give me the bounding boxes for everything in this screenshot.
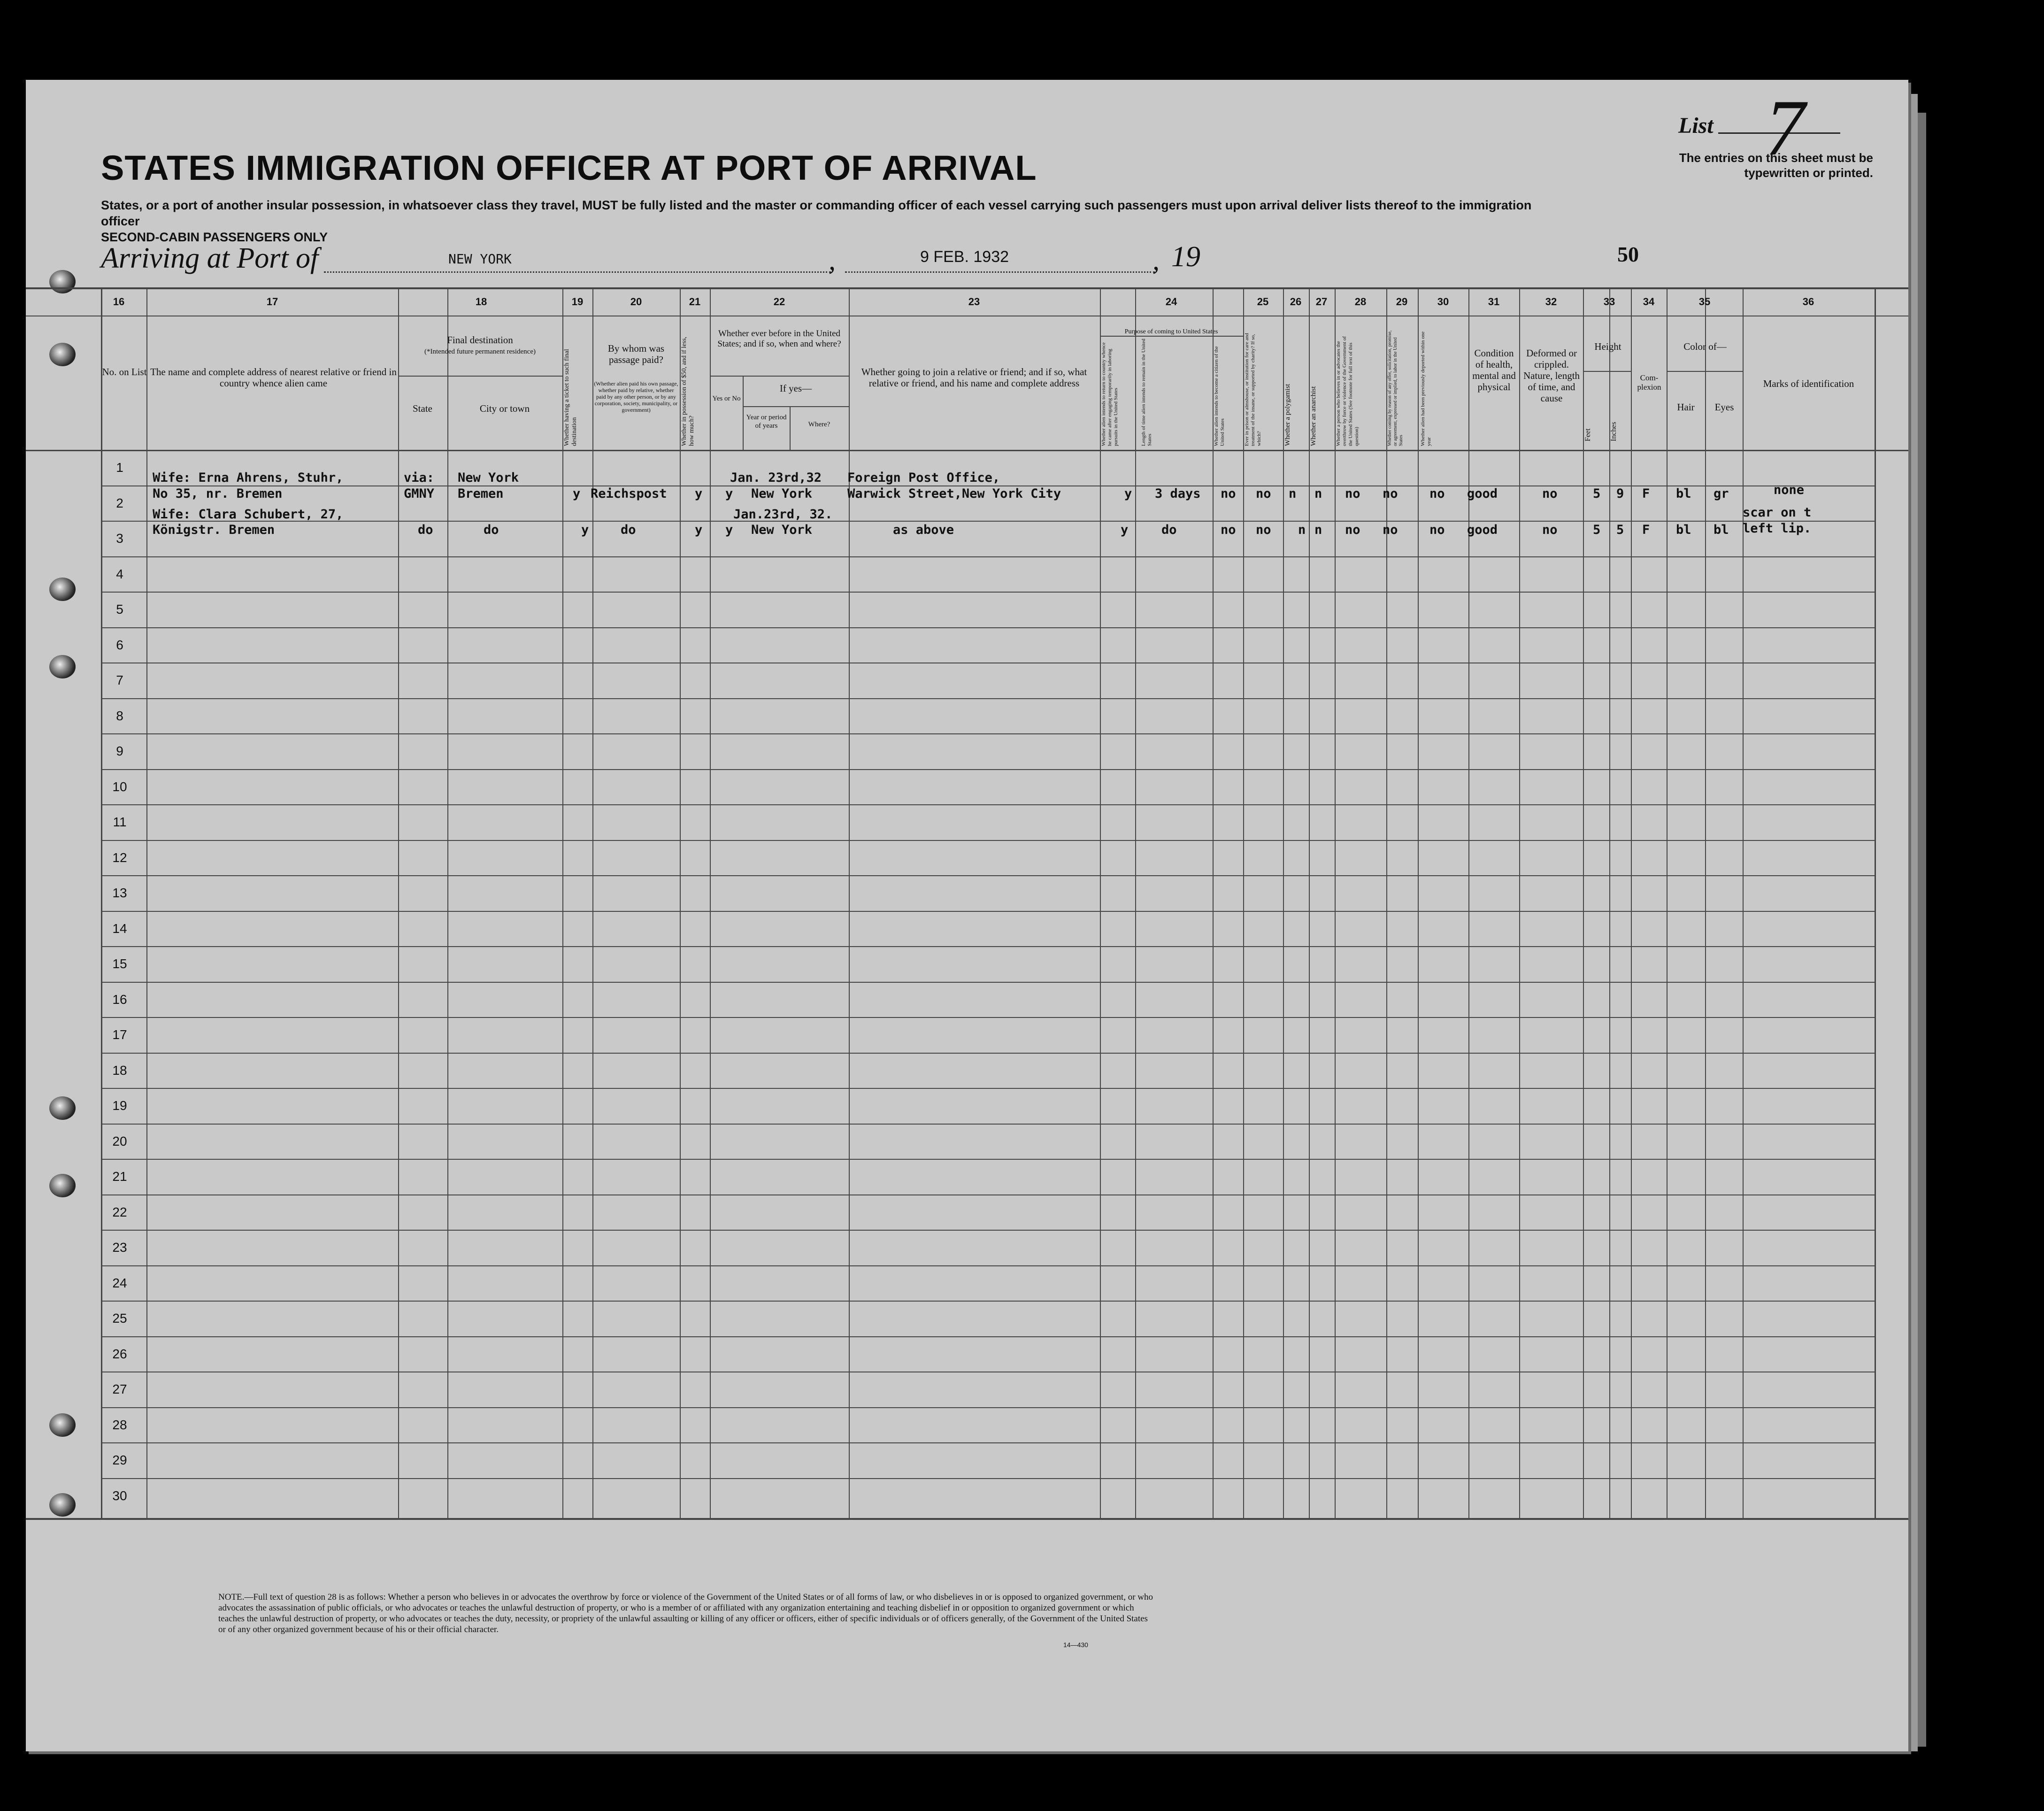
header-purpose: Purpose of coming to United States [1124,328,1218,335]
row1-inches: 9 [1616,486,1624,501]
row1-complexion: F [1642,486,1650,501]
header-deported: Whether alien had been previously deported within one year [1420,331,1432,446]
header-polygamist: Whether a polygamist [1284,384,1291,446]
row-number: 5 [116,602,123,617]
binder-hole [49,1493,76,1517]
column-number: 35 [1698,296,1711,308]
grid-line [26,1518,1908,1520]
grid-line [1386,287,1387,1518]
header-purpose-return: Whether alien intends to return to country whence he came after engaging temporarily in laboring pursuits in the United States [1101,342,1119,446]
column-number: 29 [1396,296,1408,308]
row-number: 30 [112,1488,127,1503]
column-number: 24 [1165,296,1177,308]
header-name-address: The name and complete address of nearest relative or friend in country whence alien came [150,366,397,389]
header-ticket: Whether having a ticket to such final destination [563,349,578,446]
page-edge-back [1918,113,1926,1747]
row-number: 8 [116,708,123,723]
grid-line [1468,287,1469,1518]
row2-purpose-length: do [1161,523,1177,537]
row1-purpose-citizen: no [1221,486,1236,501]
row2-state: do [418,523,433,537]
column-number: 20 [630,296,642,308]
row-number: 6 [116,637,123,652]
row1-purpose-length: 3 days [1155,486,1201,501]
grid-line [447,287,448,1518]
header-final-destination-note: (*Intended future permanent residence) [424,348,536,355]
row1-join-line2: Warwick Street,New York City [847,486,1061,501]
header-city: City or town [479,403,530,414]
intro-sentence: States, or a port of another insular possession, in whatsoever class they travel, MUST be fully listed and the master or commanding officer of each vessel carrying such passengers must upon arrival deliver lists thereof to the immigration officer [101,198,1532,228]
grid-line [1100,287,1101,1518]
date-line [845,271,1155,273]
row-number: 13 [112,886,127,900]
header-height: Height [1594,341,1621,352]
grid-line [710,287,711,1518]
column-number: 18 [475,296,487,308]
comma: , [1153,245,1160,276]
row2-name-line2: Königstr. Bremen [153,523,275,537]
row2-passage: do [621,523,636,537]
grid-line [1743,287,1744,1518]
row2-hair: bl [1676,523,1691,537]
form-number: 14—430 [1063,1641,1088,1649]
grid-line [1135,287,1136,1518]
header-deformed: Deformed or crippled. Nature, length of time, and cause [1523,347,1580,404]
row-number: 26 [112,1346,127,1361]
header-where: Where? [808,421,830,428]
header-complexion: Com-plexion [1637,373,1661,392]
row2-period: Jan.23rd, 32. [733,507,833,522]
row-number: 17 [112,1027,127,1042]
header-passage-note: (Whether alien paid his own passage, whether paid by relative, whether paid by any other person, or by any corporation, society, municipality, or government) [594,380,678,413]
row1-deformed: no [1542,486,1558,501]
binder-hole [49,1174,76,1197]
row2-anarchist: n [1314,523,1322,537]
row1-marks: none [1774,483,1805,497]
year-prefix: 19 [1171,241,1200,273]
row-number: 19 [112,1098,127,1113]
row1-health: good [1467,486,1498,501]
row2-feet: 5 [1593,523,1601,537]
header-inches: Inches [1610,422,1618,441]
row-number: 7 [116,673,123,687]
row1-name-line1: Wife: Erna Ahrens, Stuhr, [153,470,344,485]
grid-line [1418,287,1419,1518]
row2-overthrow: no [1345,523,1360,537]
header-hair: Hair [1677,401,1695,413]
row-number: 18 [112,1063,127,1078]
row-number: 24 [112,1275,127,1290]
row-number: 20 [112,1133,127,1148]
row1-eyes: gr [1714,486,1729,501]
row1-purpose-return: y [1124,486,1132,501]
row-number: 21 [112,1169,127,1184]
header-yes-no: Yes or No [712,395,741,402]
list-number: 7 [1765,84,1805,172]
binder-hole [49,270,76,293]
row-number: 14 [112,921,127,936]
binder-hole [49,578,76,601]
header-fifty-dollars: Whether in possession of $50, and if less, how much? [681,337,695,446]
row2-polygamist: n [1298,523,1306,537]
row-number: 1 [116,460,123,475]
row-number: 25 [112,1311,127,1325]
header-anarchist: Whether an anarchist [1310,386,1317,446]
row2-eyes: bl [1714,523,1729,537]
grid-line [1875,287,1876,1518]
row2-deported: no [1429,523,1445,537]
header-feet: Feet [1584,428,1592,441]
intro-text [101,197,1556,245]
header-overthrow: Whether a person who believes in or advocates the overthrow by force or violence of the Government of the United States (See footnote for full text of this question) [1336,336,1360,446]
port-line [324,271,831,273]
row2-purpose-return: y [1121,523,1129,537]
row1-city-line1: New York [458,470,519,485]
grid-line [398,287,399,1518]
row-number: 10 [112,779,127,794]
row2-join: as above [893,523,954,537]
row-number: 16 [112,992,127,1007]
row-number: 22 [112,1204,127,1219]
column-number: 36 [1802,296,1814,308]
row-number: 12 [112,850,127,865]
row1-overthrow: no [1345,486,1360,501]
header-passage: By whom was passage paid? [607,343,665,365]
column-number: 27 [1315,296,1328,308]
comma: , [829,245,836,276]
grid-line [743,406,849,407]
column-number: 21 [689,296,701,308]
binder-hole [49,343,76,366]
column-number: 25 [1257,296,1269,308]
row2-offer: no [1383,523,1398,537]
row1-before: y [725,486,733,501]
row1-ticket: y [573,486,581,501]
row2-deformed: no [1542,523,1558,537]
header-before-in-us: Whether ever before in the United States; and if so, when and where? [717,329,841,349]
header-purpose-citizen: Whether alien intends to become a citizen of the United States [1214,346,1225,446]
column-number: 31 [1488,296,1500,308]
row1-period: Jan. 23rd,32 [730,470,822,485]
row1-passage: Reichspost [591,486,667,501]
column-number: 17 [266,296,278,308]
row1-state-line2: GMNY [404,486,435,501]
grid-line [1283,287,1284,1518]
row1-offer: no [1383,486,1398,501]
grid-line [1631,287,1632,1518]
grid-line [1519,287,1520,1518]
grid-line [26,287,1908,289]
row1-name-line2: No 35, nr. Bremen [153,486,283,501]
row1-city-line2: Bremen [458,486,504,501]
header-prison: Ever in prison or almshouse, or institution for care and treatment of the insane, or supported by charity? If so, which? [1244,333,1262,446]
grid-line [1309,287,1310,1518]
column-number: 33 [1603,296,1615,308]
row2-marks-line1: scar on t [1743,505,1812,520]
binder-hole [49,1413,76,1437]
header-eyes: Eyes [1714,401,1734,413]
row2-marks-line2: left lip. [1743,521,1812,536]
row-number: 29 [112,1453,127,1467]
column-number: 26 [1290,296,1302,308]
header-no-on-list: No. on List [102,366,147,378]
grid-line [680,287,681,1518]
row1-polygamist: n [1289,486,1297,501]
column-number: 23 [968,296,980,308]
grid-line [592,287,593,1518]
row2-complexion: F [1642,523,1650,537]
row-number: 2 [116,495,123,510]
row2-purpose-citizen: no [1221,523,1236,537]
grid-line [1705,287,1706,1518]
column-number: 22 [773,296,785,308]
row-number: 3 [116,531,123,546]
row2-where: New York [751,523,813,537]
column-number: 16 [113,296,125,308]
binder-hole [49,1096,76,1120]
grid-line [790,406,791,450]
grid-line [710,376,849,377]
header-final-destination: Final destination [447,334,513,346]
page-edge [1908,94,1918,1751]
page-title: STATES IMMIGRATION OFFICER AT PORT OF ARRIVAL [101,148,1037,187]
header-condition: Condition of health, mental and physical [1472,347,1516,393]
grid-line [1667,371,1743,372]
row1-hair: bl [1676,486,1691,501]
row-number: 9 [116,744,123,758]
footnote-question-28: NOTE.—Full text of question 28 is as follows: Whether a person who believes in or advocates the overthrow by force or violence of the Government of the United States or of all forms of law, or who disbelieves in or is opposed to organized government, or who advocates the assassination of public officials, or who advocates or teaches the unlawful destruction of property, or who is a member of or affiliated with any organization entertaining and teaching disbelief in or opposition to organized government or which teaches the unlawful destruction of property, or who advocates or teaches the duty, necessity, or propriety of the unlawful assaulting or killing of any officer or officers, either of specific individuals or of officers generally, of the Government of the United States or of any other organized government because of his or their official character. [218,1592,1153,1634]
row-number: 27 [112,1382,127,1396]
grid-line [146,287,147,1518]
grid-line [1213,287,1214,1518]
row2-city: do [484,523,499,537]
grid-line [1609,287,1610,1518]
grid-line [1335,287,1336,1518]
column-number: 19 [571,296,584,308]
grid-line [562,287,563,1518]
grid-line [398,376,562,377]
header-purpose-length: Length of time alien intends to remain in the United States [1141,339,1153,446]
entries-note: The entries on this sheet must be typewritten or printed. [1679,151,1873,180]
row1-state-line1: via: [404,470,435,485]
manifest-page [26,80,1908,1751]
list-label: List [1678,113,1714,138]
column-number: 30 [1437,296,1449,308]
row-number: 15 [112,956,127,971]
row2-inches: 5 [1616,523,1624,537]
row2-fifty: y [695,523,703,537]
header-year-period: Year or period of years [746,414,787,430]
arriving-label: Arriving at Port of [101,242,319,274]
row1-join-line1: Foreign Post Office, [847,470,1000,485]
year-extra: 50 [1617,242,1639,266]
header-state: State [413,403,432,414]
row-number: 28 [112,1417,127,1432]
grid-line [1583,287,1584,1518]
port-value: NEW YORK [448,251,512,267]
grid-line [26,450,1908,451]
row1-prison: no [1256,486,1271,501]
row2-ticket: y [581,523,589,537]
row1-feet: 5 [1593,486,1601,501]
cabin-class: SECOND-CABIN PASSENGERS ONLY [101,230,328,244]
row2-health: good [1467,523,1498,537]
grid-line [1243,287,1244,1518]
row2-name-line1: Wife: Clara Schubert, 27, [153,507,344,522]
row-number: 4 [116,566,123,581]
header-color-of: Color of— [1683,341,1727,352]
row1-where: New York [751,486,813,501]
column-number: 32 [1545,296,1557,308]
header-if-yes: If yes— [779,383,812,394]
row2-prison: no [1256,523,1271,537]
column-number: 28 [1354,296,1367,308]
row1-fifty: y [695,486,703,501]
grid-line [1583,371,1631,372]
date-value: 9 FEB. 1932 [920,248,1009,266]
header-marks: Marks of identification [1763,378,1854,389]
column-number: 34 [1643,296,1655,308]
row-number: 11 [113,815,127,829]
row2-before: y [725,523,733,537]
row1-anarchist: n [1314,486,1322,501]
header-join-relative: Whether going to join a relative or friend; and if so, what relative or friend, and his name and complete address [861,366,1087,389]
row1-deported: no [1429,486,1445,501]
binder-hole [49,655,76,678]
header-offer: Whether coming by reason of any offer, solicitation, promise, or agreement, expressed or implied, to labor in the United States [1387,330,1404,446]
grid-line [743,376,744,450]
row-number: 23 [112,1240,127,1255]
